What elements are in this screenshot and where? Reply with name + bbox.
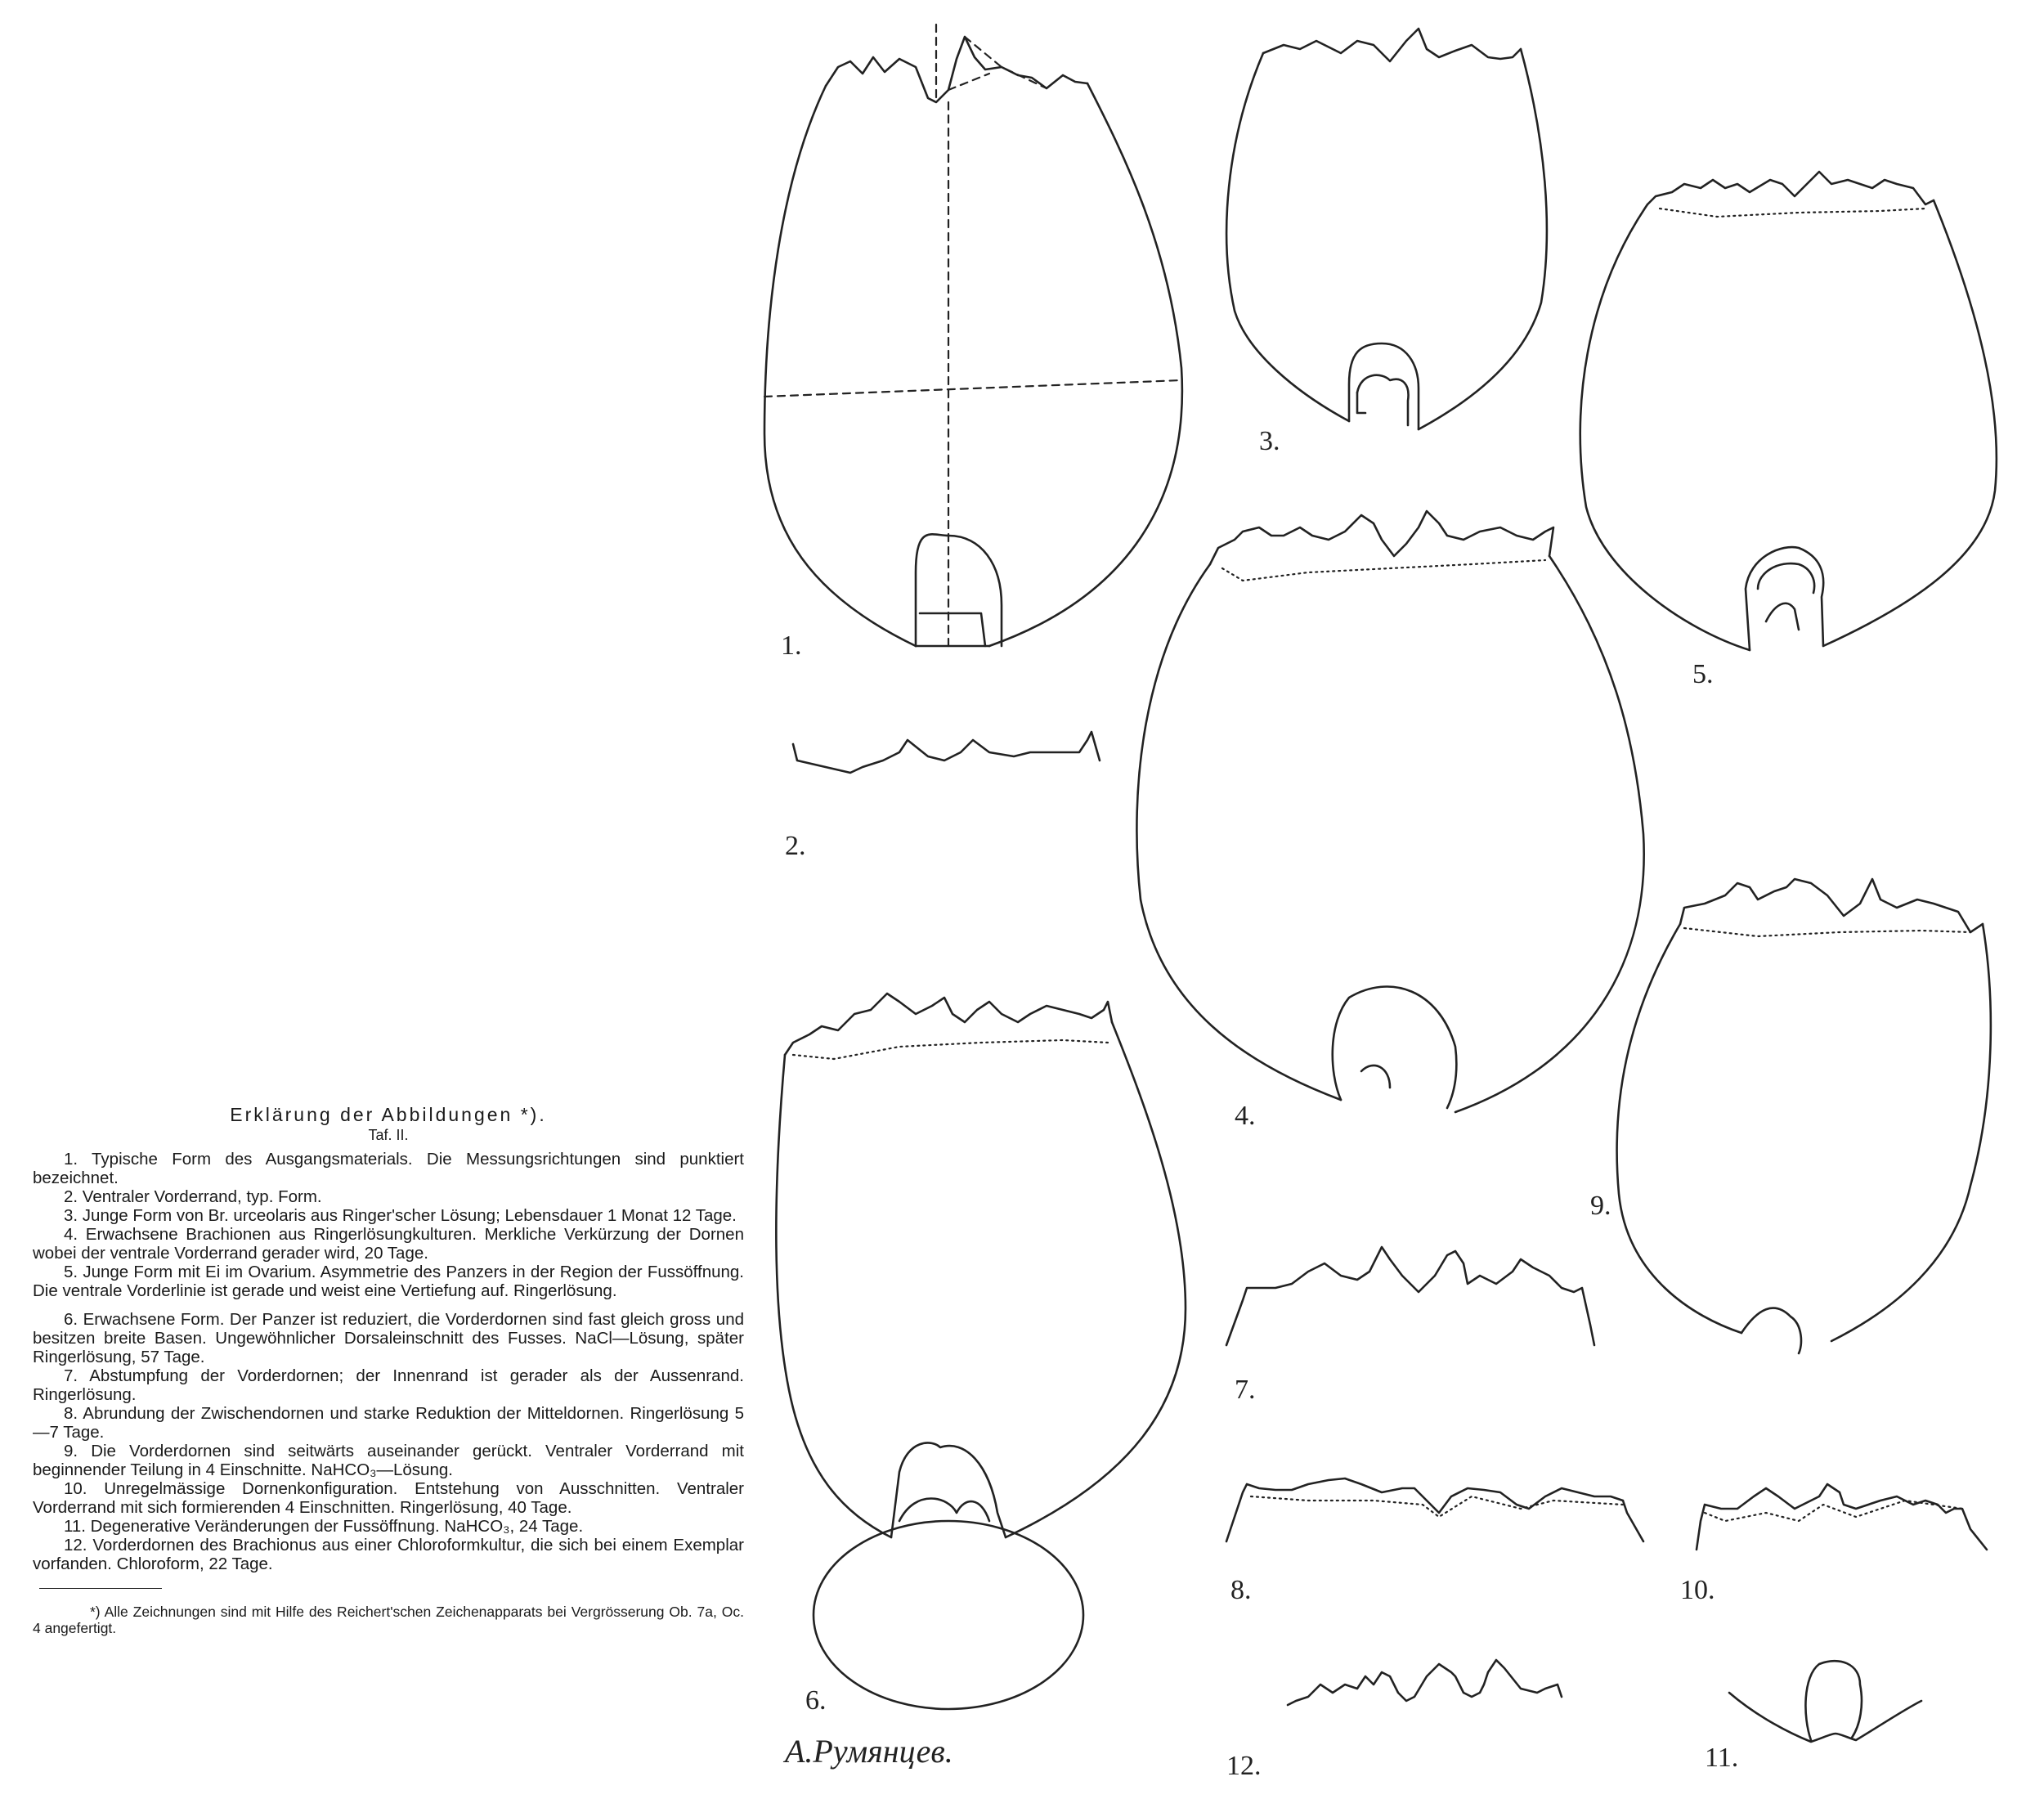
legend-entry-11: 11. Degenerative Veränderungen der Fussöffnung. NaHCO₃, 24 Tage. [64,1517,584,1536]
figure-label-2: 2. [785,831,806,861]
legend-entry-1: 1. Typische Form des Ausgangsmaterials. Die Messungsrichtungen sind punktiert bezeichnet. [33,1150,744,1187]
figure-label-1: 1. [781,630,802,661]
figure-11-drawing [1729,1661,1921,1742]
legend-entry-9: 9. Die Vorderdornen sind seitwärts auseinander gerückt. Ventraler Vorderrand mit beginnender Teilung in 4 Einschnitte. NaHCO₃—Lösung. [33,1442,744,1479]
figure-5-drawing [1580,172,1997,650]
legend-subtitle: Taf. II. [368,1127,409,1143]
figure-4-drawing [1136,511,1643,1112]
figure-1-drawing [764,25,1182,650]
figure-label-12: 12. [1226,1751,1262,1781]
legend-entry-4: 4. Erwachsene Brachionen aus Ringerlösungkulturen. Merkliche Verkürzung der Dornen wobei der ventrale Vorderrand gerader wird, 20 Tage. [33,1225,744,1263]
figure-12-drawing [1288,1660,1562,1705]
legend-title: Erklärung der Abbildungen *). [230,1104,547,1125]
figure-8-drawing [1226,1478,1643,1541]
figure-label-5: 5. [1692,659,1714,689]
figure-label-3: 3. [1259,426,1280,456]
figure-label-10: 10. [1680,1575,1715,1605]
footnote-divider [39,1588,162,1589]
figure-label-11: 11. [1705,1743,1739,1773]
legend-entry-7: 7. Abstumpfung der Vorderdornen; der Innenrand ist gerader als der Aussenrand. Ringerlösung. [33,1366,744,1404]
figure-9-drawing [1617,879,1991,1353]
figure-7-drawing [1226,1247,1594,1345]
artist-signature: А.Румянцев. [785,1733,953,1770]
figure-label-9: 9. [1590,1191,1611,1221]
legend-entry-10: 10. Unregelmässige Dornenkonfiguration. Entstehung von Ausschnitten. Ventraler Vorderrand mit sich formierenden 4 Einschnitten. Ringerlösung, 40 Tage. [33,1479,744,1517]
figure-label-6: 6. [805,1685,827,1716]
figure-label-8: 8. [1230,1575,1252,1605]
legend-entry-8: 8. Abrundung der Zwischendornen und starke Reduktion der Mitteldornen. Ringerlösung 5—7 Tage. [33,1404,744,1442]
legend-footnote: *) Alle Zeichnungen sind mit Hilfe des Reichert'schen Zeichenapparats bei Vergrösserung Ob. 7a, Oc. 4 angefertigt. [33,1603,744,1636]
figure-6-drawing [776,994,1186,1709]
figure-2-drawing [793,732,1100,773]
figure-label-4: 4. [1235,1101,1256,1131]
legend-entry-3: 3. Junge Form von Br. urceolaris aus Ringer'scher Lösung; Lebensdauer 1 Monat 12 Tage. [64,1206,737,1225]
legend-entry-12: 12. Vorderdornen des Brachionus aus einer Chloroformkultur, die sich bei einem Exemplar vorfanden. Chloroform, 22 Tage. [33,1536,744,1573]
figure-label-7: 7. [1235,1375,1256,1405]
figure-legend [33,1106,744,1650]
legend-entry-6: 6. Erwachsene Form. Der Panzer ist reduziert, die Vorderdornen sind fast gleich gross und besitzen breite Basen. Ungewöhnlicher Dorsaleinschnitt des Fusses. NaCl—Lösung, später Ringerlösung, 57 Tage. [33,1310,744,1366]
figure-10-drawing [1697,1484,1987,1550]
figure-3-drawing [1226,29,1547,429]
legend-entry-2: 2. Ventraler Vorderrand, typ. Form. [64,1187,322,1206]
legend-entry-5: 5. Junge Form mit Ei im Ovarium. Asymmetrie des Panzers in der Region der Fussöffnung. Die ventrale Vorderlinie ist gerade und weist eine Vertiefung auf. Ringerlösung. [33,1263,744,1300]
